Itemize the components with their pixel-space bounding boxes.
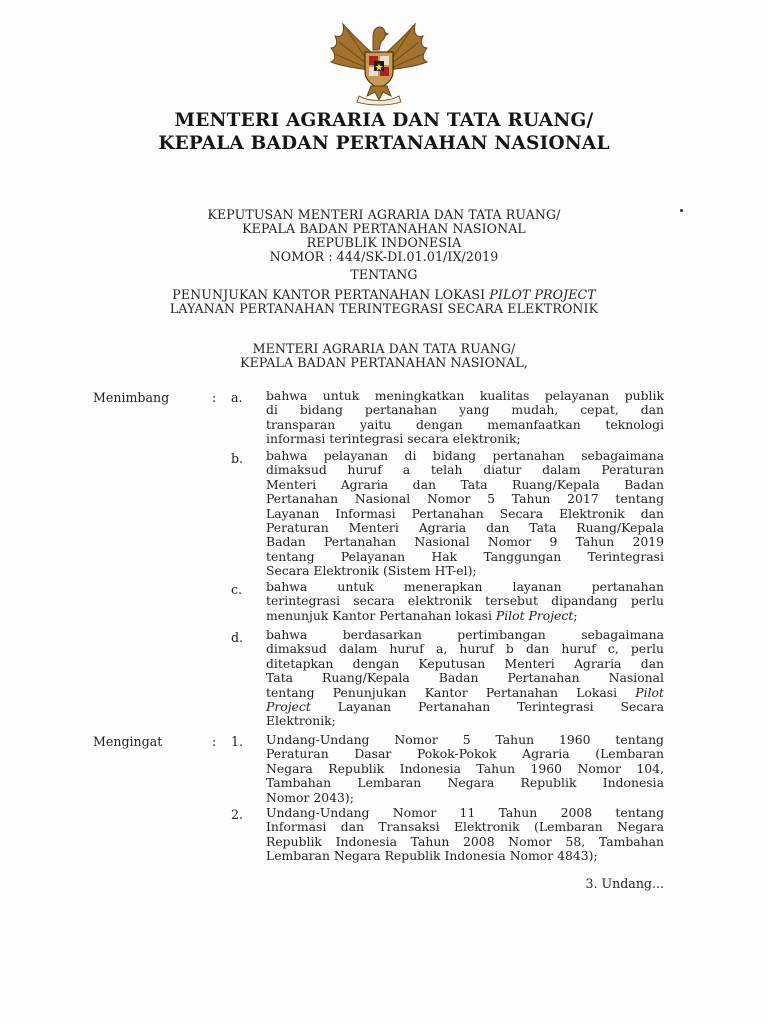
line: Tata Ruang/Kepala Badan Pertanahan Nasional: [266, 670, 664, 686]
line: transparan yaitu dengan memanfaatkan teknologi: [266, 416, 664, 432]
mengingat-colon: :: [212, 734, 217, 749]
decree-about: TENTANG: [350, 267, 418, 282]
line: Lembaran Negara Republik Indonesia Nomor 4843);: [266, 848, 598, 864]
decree-number: NOMOR : 444/SK-DI.01.01/IX/2019: [269, 249, 499, 264]
line: [266, 700, 664, 714]
text: ;: [573, 607, 578, 623]
item-marker: 2.: [231, 807, 244, 822]
line: bahwa berdasarkan pertimbangan sebagaimana: [266, 627, 664, 642]
mengingat-item-1: [266, 733, 664, 805]
line: Peraturan Menteri Agraria dan Tata Ruang/Kepala: [266, 520, 664, 536]
line: [266, 686, 664, 700]
item-marker: d.: [231, 630, 244, 645]
line: Republik Indonesia Tahun 2008 Nomor 58, Tambahan: [266, 833, 664, 849]
garuda-emblem-icon: [325, 16, 433, 106]
menimbang-item-b: [266, 449, 664, 579]
line: [266, 609, 664, 623]
line: Tambahan Lembaran Negara Republik Indonesia: [266, 775, 664, 791]
line: Undang-Undang Nomor 5 Tahun 1960 tentang: [266, 732, 664, 747]
subject-text: PENUNJUKAN KANTOR PERTANAHAN LOKASI: [172, 287, 490, 302]
menimbang-item-c: [266, 580, 664, 623]
item-marker: b.: [231, 451, 244, 466]
line: bahwa untuk menerapkan layanan pertanahan: [266, 579, 664, 594]
menimbang-label: Menimbang: [93, 390, 170, 405]
line: Elektronik;: [266, 713, 336, 729]
item-marker: c.: [231, 582, 243, 597]
subject-italic: PILOT PROJECT: [489, 287, 596, 302]
line: bahwa pelayanan di bidang pertanahan sebagaimana: [266, 448, 664, 463]
text: tentang Penunjukan Kantor Pertanahan Lokasi: [266, 684, 636, 700]
decree-subject-line1: [0, 288, 768, 302]
text: Layanan Pertanahan Terintegrasi Secara: [310, 699, 664, 715]
line: Badan Pertanahan Nasional Nomor 9 Tahun 2019: [266, 534, 664, 550]
line: Menteri Agraria dan Tata Ruang/Kepala Badan: [266, 476, 664, 492]
decree-title-line1: KEPUTUSAN MENTERI AGRARIA DAN TATA RUANG/: [207, 207, 561, 222]
line: Informasi dan Transaksi Elektronik (Lembaran Negara: [266, 819, 664, 835]
italic-text: Pilot Project: [495, 607, 574, 623]
menimbang-item-d: [266, 628, 664, 729]
line: Undang-Undang Nomor 11 Tahun 2008 tentang: [266, 805, 664, 820]
line: Pertanahan Nasional Nomor 5 Tahun 2017 tentang: [266, 491, 664, 507]
line: Peraturan Dasar Pokok-Pokok Agraria (Lembaran: [266, 746, 664, 762]
line: Layanan Informasi Pertanahan Secara Elektronik dan: [266, 505, 664, 521]
decree-title-line2: KEPALA BADAN PERTANAHAN NASIONAL: [242, 221, 526, 236]
mengingat-label: Mengingat: [93, 734, 163, 749]
line: Nomor 2043);: [266, 789, 354, 805]
italic-text: Pilot: [635, 684, 664, 700]
issuer-line2: KEPALA BADAN PERTANAHAN NASIONAL,: [240, 355, 528, 370]
menimbang-item-a: [266, 389, 664, 447]
mengingat-item-2: [266, 806, 664, 864]
continuation-marker: 3. Undang...: [585, 876, 664, 891]
decree-subject-line2: LAYANAN PERTANAHAN TERINTEGRASI SECARA ELEKTRONIK: [169, 301, 599, 316]
line: terintegrasi secara elektronik tersebut dipandang perlu: [266, 593, 664, 609]
line: bahwa untuk meningkatkan kualitas pelayanan publik: [266, 388, 664, 403]
menimbang-colon: :: [212, 390, 217, 405]
line: ditetapkan dengan Keputusan Menteri Agraria dan: [266, 655, 664, 671]
line: di bidang pertanahan yang mudah, cepat, dan: [266, 402, 664, 418]
decree-title-line3: REPUBLIK INDONESIA: [306, 235, 462, 250]
ministry-heading-line1: MENTERI AGRARIA DAN TATA RUANG/: [174, 110, 594, 131]
text: menunjuk Kantor Pertanahan lokasi: [266, 607, 496, 623]
line: informasi terintegrasi secara elektronik;: [266, 431, 521, 447]
issuer-line1: MENTERI AGRARIA DAN TATA RUANG/: [252, 341, 516, 356]
item-marker: 1.: [231, 734, 244, 749]
ministry-heading-line2: KEPALA BADAN PERTANAHAN NASIONAL: [158, 133, 610, 154]
line: dimaksud dalam huruf a, huruf b dan huruf c, perlu: [266, 641, 664, 657]
line: dimaksud huruf a telah diatur dalam Peraturan: [266, 462, 664, 478]
line: Negara Republik Indonesia Tahun 1960 Nomor 104,: [266, 760, 664, 776]
line: Secara Elektronik (Sistem HT-el);: [266, 563, 477, 579]
line: tentang Pelayanan Hak Tanggungan Terintegrasi: [266, 548, 664, 564]
italic-text: Project: [266, 699, 311, 715]
item-marker: a.: [231, 390, 243, 405]
